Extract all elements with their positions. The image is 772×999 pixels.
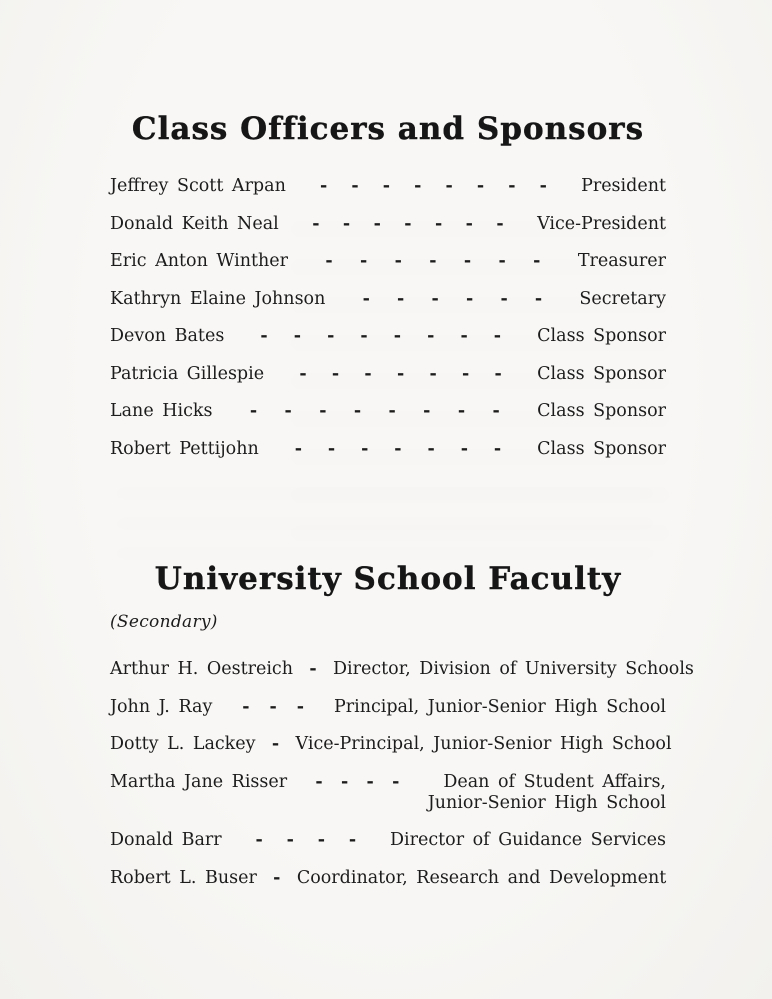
dash: - <box>373 213 381 234</box>
person-title: Treasurer <box>577 251 666 271</box>
dash-leader <box>286 176 581 197</box>
person-name: Robert L. Buser <box>110 867 257 888</box>
dash: - <box>392 771 400 792</box>
person-name: Martha Jane Risser <box>110 771 288 792</box>
dash-leader <box>256 734 296 755</box>
person-title-line1: Dean of Student Affairs, <box>443 771 666 792</box>
section-heading: University School Faculty <box>154 561 622 597</box>
dash: - <box>396 363 405 384</box>
person-name: Robert Pettijohn <box>110 438 259 459</box>
person-title: Class Sponsor <box>537 401 666 421</box>
dash: - <box>394 438 402 459</box>
dash: - <box>445 176 453 196</box>
person-name: Eric Anton Winther <box>110 251 288 271</box>
dash-leader <box>213 401 538 422</box>
dash: - <box>394 251 402 271</box>
dash: - <box>463 251 472 271</box>
person-title: Vice-Principal, Junior-Senior High School <box>295 734 672 754</box>
dash: - <box>494 363 502 384</box>
person-name: Kathryn Elaine Johnson <box>110 288 326 309</box>
dash: - <box>457 401 466 421</box>
dash-leader <box>288 251 578 272</box>
list-item <box>110 251 666 272</box>
dash: - <box>325 251 333 271</box>
person-name: Lane Hicks <box>110 401 213 421</box>
person-name: Dotty L. Lackey <box>110 734 256 754</box>
dash: - <box>493 326 502 346</box>
person-name: Jeffrey Scott Arpan <box>110 176 286 196</box>
dash: - <box>296 696 304 717</box>
dash: - <box>533 251 541 271</box>
dash: - <box>427 438 435 459</box>
dash: - <box>361 438 369 459</box>
dash-leader <box>287 772 428 793</box>
dash: - <box>353 401 362 421</box>
list-item <box>110 697 666 718</box>
dash: - <box>388 401 396 421</box>
dash: - <box>331 363 340 384</box>
dash: - <box>404 213 412 234</box>
dash: - <box>242 696 250 717</box>
dash: - <box>429 363 437 384</box>
list-item <box>110 214 666 235</box>
section-subtitle: (Secondary) <box>110 612 218 632</box>
dash: - <box>427 326 435 346</box>
section-class-officers <box>110 110 666 476</box>
dash-leader <box>222 830 390 851</box>
dash: - <box>476 176 485 196</box>
dash: - <box>434 213 443 234</box>
dash: - <box>465 213 473 234</box>
person-title-line2: Junior-Senior High School <box>427 792 666 813</box>
dash: - <box>534 288 543 309</box>
dash: - <box>539 176 547 196</box>
dash: - <box>249 401 258 421</box>
section-university-school-faculty <box>110 560 694 905</box>
dash: - <box>260 326 268 346</box>
person-name: Donald Barr <box>110 830 222 850</box>
person-title: Vice-President <box>537 213 666 234</box>
list-item <box>110 364 666 385</box>
dash: - <box>299 363 307 384</box>
person-name: Arthur H. Oestreich <box>110 659 293 679</box>
dash: - <box>397 288 405 309</box>
dash: - <box>462 363 470 384</box>
dash: - <box>269 696 277 717</box>
dash: - <box>382 176 390 196</box>
list-item <box>110 772 666 814</box>
dash: - <box>319 176 328 196</box>
dash: - <box>309 659 317 679</box>
dash: - <box>351 176 359 196</box>
list-item <box>110 401 666 422</box>
dash: - <box>359 251 368 271</box>
dash: - <box>342 213 351 234</box>
dash: - <box>500 288 508 309</box>
dash-leader <box>224 326 537 347</box>
dash: - <box>312 213 320 234</box>
dash: - <box>460 438 468 459</box>
person-title: Class Sponsor <box>537 326 666 346</box>
person-name: Devon Bates <box>110 326 225 346</box>
dash-leader <box>279 214 537 235</box>
faculty-list <box>110 659 694 889</box>
dash: - <box>340 771 349 792</box>
dash-leader <box>264 364 537 385</box>
dash: - <box>431 288 439 309</box>
person-title: Secretary <box>579 288 666 309</box>
person-title: President <box>581 176 666 196</box>
dash-leader <box>212 697 334 718</box>
person-title: Director of Guidance Services <box>389 830 666 850</box>
person-title: Principal, Junior-Senior High School <box>333 696 666 717</box>
person-name: Donald Keith Neal <box>110 213 279 234</box>
dash: - <box>492 401 500 421</box>
dash: - <box>493 438 502 459</box>
dash: - <box>465 288 474 309</box>
dash: - <box>293 326 301 346</box>
list-item <box>110 868 666 889</box>
list-item <box>110 830 666 851</box>
dash: - <box>317 830 325 850</box>
dash: - <box>294 438 302 459</box>
dash: - <box>255 830 263 850</box>
dash: - <box>423 401 431 421</box>
person-name: Patricia Gillespie <box>110 363 265 384</box>
dash: - <box>508 176 516 196</box>
dash: - <box>319 401 327 421</box>
dash: - <box>414 176 422 196</box>
list-item <box>110 659 694 680</box>
dash-leader <box>259 439 537 460</box>
dash-leader <box>325 289 579 310</box>
dash: - <box>366 771 374 792</box>
person-title: Coordinator, Research and Development <box>296 867 667 888</box>
dash: - <box>498 251 506 271</box>
dash: - <box>271 734 280 754</box>
person-title: Class Sponsor <box>537 438 666 459</box>
dash: - <box>284 401 292 421</box>
dash: - <box>273 867 281 888</box>
dash: - <box>393 326 402 346</box>
dash: - <box>360 326 368 346</box>
list-item <box>110 734 672 755</box>
dash: - <box>286 830 294 850</box>
dash-leader <box>293 659 333 680</box>
dash: - <box>348 830 357 850</box>
section-heading: Class Officers and Sponsors <box>131 111 645 147</box>
dash-leader <box>257 868 297 889</box>
list-item <box>110 176 666 197</box>
list-item <box>110 439 666 460</box>
page-showthrough-texture <box>115 490 655 560</box>
person-title: Class Sponsor <box>537 363 666 384</box>
person-title <box>428 772 666 814</box>
dash: - <box>362 288 370 309</box>
dash: - <box>460 326 468 346</box>
dash: - <box>327 438 336 459</box>
list-item <box>110 289 666 310</box>
officer-list <box>110 176 666 460</box>
dash: - <box>429 251 437 271</box>
dash: - <box>364 363 372 384</box>
dash: - <box>496 213 504 234</box>
person-name: John J. Ray <box>110 696 213 717</box>
list-item <box>110 326 666 347</box>
dash: - <box>327 326 335 346</box>
person-title: Director, Division of University Schools <box>333 659 694 679</box>
dash: - <box>315 771 323 792</box>
